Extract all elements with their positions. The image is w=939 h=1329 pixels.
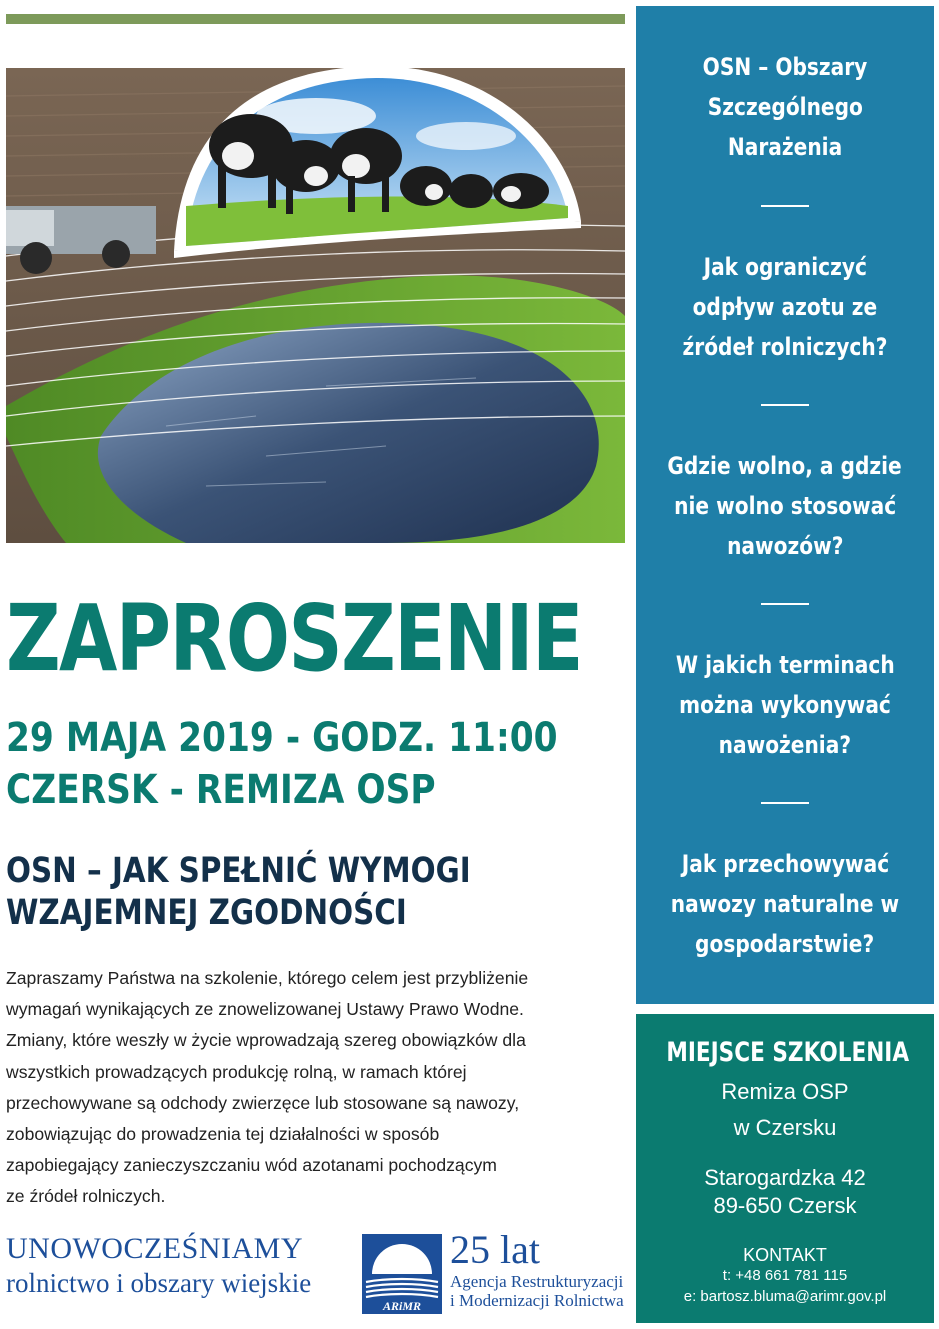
question-osn: OSN – Obszary Szczególnego Narażenia [702, 53, 868, 161]
venue-name: Remiza OSP [721, 1079, 849, 1104]
arimr-logo-text [450, 1228, 630, 1310]
event-location: CZERSK - REMIZA OSP [6, 767, 436, 813]
contact-label: KONTAKT [743, 1245, 827, 1265]
divider [761, 205, 809, 207]
event-date-time: 29 MAJA 2019 - GODZ. 11:00 [6, 715, 558, 761]
arimr-badge-text: ARiMR [382, 1299, 422, 1313]
slogan-logo [6, 1232, 346, 1300]
description-line: Zmiany, które weszły w życie wprowadzają szereg obowiązków dla [6, 1030, 526, 1051]
training-topic [6, 850, 527, 934]
slogan-line-2: rolnictwo i obszary wiejskie [6, 1268, 312, 1298]
questions-panel [636, 6, 934, 1004]
venue-header: MIEJSCE SZKOLENIA [666, 1037, 910, 1068]
hero-photo [6, 6, 625, 543]
contact-phone[interactable]: t: +48 661 781 115 [722, 1267, 848, 1284]
agency-name-line-1: Agencja Restrukturyzacji [450, 1272, 624, 1291]
divider [761, 603, 809, 605]
description-line: przechowywane są odchody zwierzęce lub stosowane są nawozy, [6, 1092, 520, 1113]
arimr-logo-icon [362, 1234, 442, 1314]
farm-landscape-illustration [6, 6, 625, 543]
venue-street: Starogardzka 42 [704, 1165, 866, 1190]
description-line: Zapraszamy Państwa na szkolenie, którego celem jest przybliżenie [6, 968, 529, 988]
anniversary-years: 25 lat [450, 1227, 540, 1272]
divider [761, 802, 809, 804]
question-where-fertilize: Gdzie wolno, a gdzie nie wolno stosować nawozów? [667, 452, 903, 560]
question-storage: Jak przechowywać nawozy naturalne w gospodarstwie? [670, 850, 900, 958]
venue-town: w Czersku [733, 1115, 837, 1140]
question-when-fertilize: W jakich terminach można wykonywać nawożenia? [675, 651, 895, 759]
divider [761, 404, 809, 406]
venue-panel [636, 1014, 934, 1323]
question-nitrogen: Jak ograniczyć odpływ azotu ze źródeł rolniczych? [682, 253, 888, 361]
description-line: wymagań wynikających ze znowelizowanej Ustawy Prawo Wodne. [6, 999, 524, 1020]
description-line: zapobiegający zanieczyszczaniu wód azotanami pochodzącym [6, 1155, 497, 1176]
training-topic-line-2: WZAJEMNEJ ZGODNOŚCI [6, 893, 407, 933]
venue-city: 89-650 Czersk [713, 1193, 857, 1218]
description-line: zobowiązując do prowadzenia tej działalności w sposób [6, 1124, 440, 1145]
contact-email[interactable]: e: bartosz.bluma@arimr.gov.pl [683, 1288, 887, 1305]
description-line: ze źródeł rolniczych. [6, 1186, 166, 1207]
description-paragraph [6, 963, 622, 1213]
slogan-line-1: UNOWOCZEŚNIAMY [6, 1232, 303, 1265]
training-topic-line-1: OSN – JAK SPEŁNIĆ WYMOGI [6, 851, 471, 891]
agency-name-line-2: i Modernizacji Rolnictwa [450, 1291, 624, 1310]
invitation-title: ZAPROSZENIE [6, 585, 582, 692]
event-date-place [6, 712, 558, 816]
description-line: wszystkich prowadzących produkcję rolną, w ramach której [6, 1061, 467, 1082]
